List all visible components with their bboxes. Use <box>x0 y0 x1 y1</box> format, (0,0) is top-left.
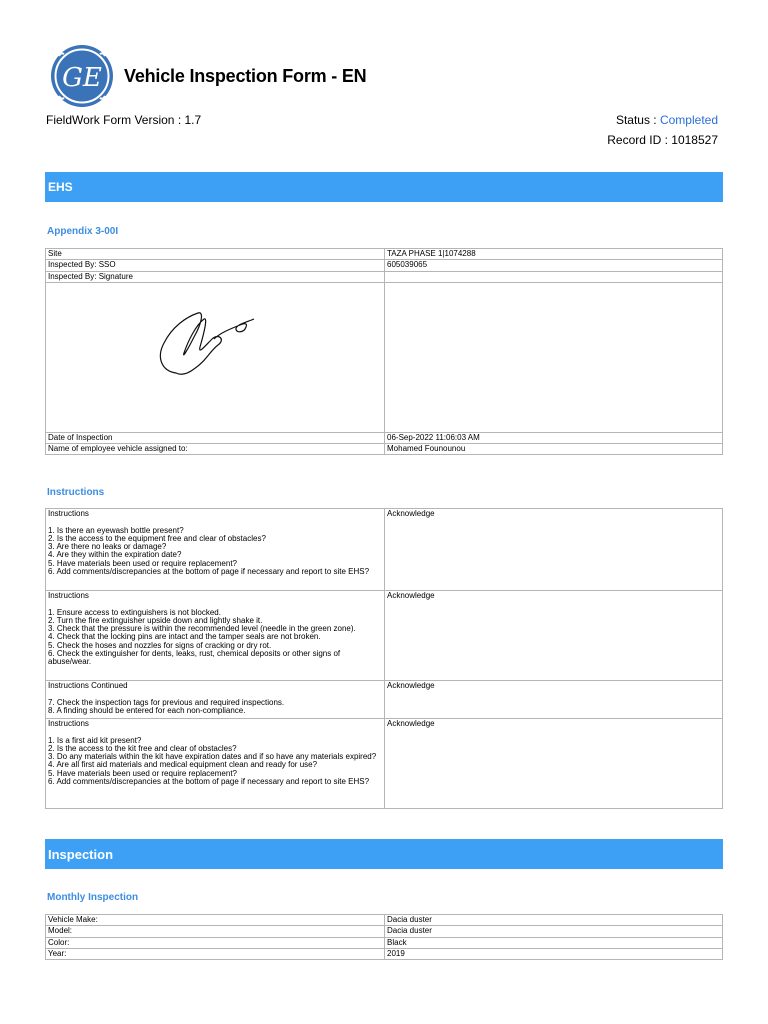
document-title: Vehicle Inspection Form - EN <box>124 65 367 86</box>
instruction-text: Instructions 1. Ensure access to extinguishers is not blocked. 2. Turn the fire extinguisher upside down and lightly shake it. 3. Check that the pressure is within the recommended level (needle in the green zone). 4. Check that the locking pins are intact and the tamper seals are not broken. 5. Check the hoses and nozzles for signs of cracking or dry rot. 6. Check the extinguisher for dents, leaks, rust, chemical deposits or other signs of abuse/wear. <box>46 591 385 681</box>
color-label: Color: <box>46 937 385 948</box>
employee-label: Name of employee vehicle assigned to: <box>46 444 385 455</box>
signature-label: Inspected By: Signature <box>46 271 385 282</box>
instruction-text: Instructions 1. Is there an eyewash bottle present? 2. Is the access to the equipment free and clear of obstacles? 3. Are there no leaks or damage? 4. Are they within the expiration date? 5. Have materials been used or require replacement? 6. Add comments/discrepancies at the bottom of page if necessary and report to site EHS? <box>46 509 385 591</box>
date-label: Date of Inspection <box>46 432 385 443</box>
site-value: TAZA PHASE 1|1074288 <box>385 249 723 260</box>
subheading-instructions: Instructions <box>47 487 105 498</box>
color-value: Black <box>385 937 723 948</box>
table-row <box>46 948 723 959</box>
inspected-by-label: Inspected By: SSO <box>46 260 385 271</box>
record-id: Record ID : 1018527 <box>607 133 718 147</box>
instructions-table <box>45 508 723 809</box>
acknowledge-value: Acknowledge <box>385 719 723 809</box>
acknowledge-value: Acknowledge <box>385 591 723 681</box>
section-band-ehs: EHS <box>45 172 723 202</box>
year-value: 2019 <box>385 948 723 959</box>
ge-logo-icon <box>50 44 114 108</box>
table-row <box>46 937 723 948</box>
status-value: Completed <box>659 113 718 127</box>
subheading-monthly-inspection: Monthly Inspection <box>47 892 139 903</box>
status-label: Status : <box>615 113 660 127</box>
table-row <box>46 719 723 809</box>
vehicle-table <box>45 914 723 960</box>
employee-value: Mohamed Founounou <box>385 444 723 455</box>
table-row <box>46 591 723 681</box>
acknowledge-value: Acknowledge <box>385 681 723 719</box>
signature-label-blank <box>385 271 723 282</box>
ehs-table <box>45 248 723 455</box>
section-band-inspection: Inspection <box>45 839 723 869</box>
table-row <box>46 282 723 432</box>
table-row <box>46 432 723 443</box>
document-header <box>50 44 366 108</box>
table-row <box>46 444 723 455</box>
vehicle-make-label: Vehicle Make: <box>46 915 385 926</box>
form-version: FieldWork Form Version : 1.7 <box>46 113 202 127</box>
table-row <box>46 926 723 937</box>
record-status <box>616 113 718 127</box>
signature-cell-blank <box>385 282 723 432</box>
subheading-appendix: Appendix 3-00I <box>47 226 119 237</box>
table-row <box>46 249 723 260</box>
model-value: Dacia duster <box>385 926 723 937</box>
instruction-text: Instructions 1. Is a first aid kit present? 2. Is the access to the kit free and clear of obstacles? 3. Do any materials within the kit have expiration dates and if so have any materials expired? 4. Are all first aid materials and medical equipment clean and ready for use? 5. Have materials been used or require replacement? 6. Add comments/discrepancies at the bottom of page if necessary and report to site EHS? <box>46 719 385 809</box>
table-row <box>46 509 723 591</box>
acknowledge-value: Acknowledge <box>385 509 723 591</box>
table-row <box>46 260 723 271</box>
table-row <box>46 915 723 926</box>
model-label: Model: <box>46 926 385 937</box>
instruction-text: Instructions Continued 7. Check the inspection tags for previous and required inspections. 8. A finding should be entered for each non-compliance. <box>46 681 385 719</box>
inspected-by-value: 605039065 <box>385 260 723 271</box>
site-label: Site <box>46 249 385 260</box>
year-label: Year: <box>46 948 385 959</box>
logo-lettering: GE <box>62 63 102 93</box>
vehicle-make-value: Dacia duster <box>385 915 723 926</box>
date-value: 06-Sep-2022 11:06:03 AM <box>385 432 723 443</box>
handwritten-signature <box>154 303 264 383</box>
signature-cell <box>46 282 385 432</box>
table-row <box>46 681 723 719</box>
table-row <box>46 271 723 282</box>
